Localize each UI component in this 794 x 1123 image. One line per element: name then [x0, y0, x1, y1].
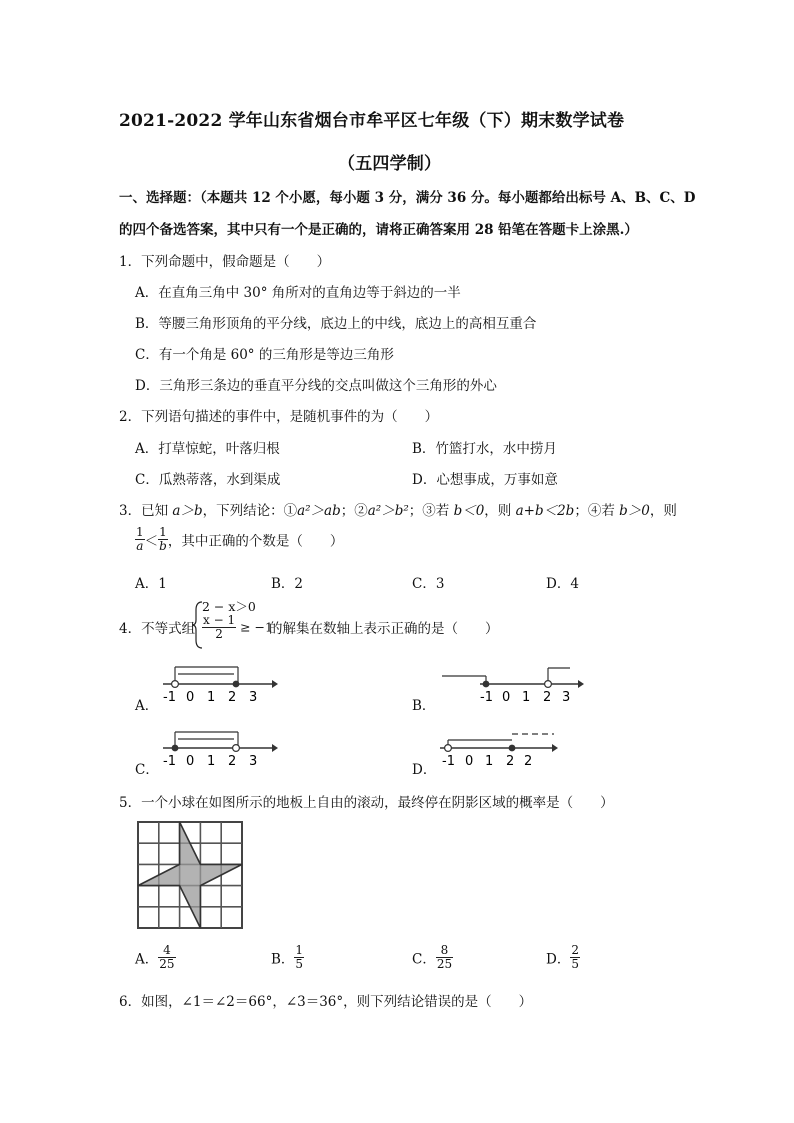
tick-label: 0 [186, 754, 195, 769]
q4-option-a-numberline [160, 662, 280, 706]
q3-stem: 3．已知 a＞b，下列结论：①a²＞ab；②a²＞b²；③若 b＜0，则 a+b＜2b；④若 b＞0，则 [119, 503, 677, 519]
q4-inequality-1: 2 − x＞0 [202, 599, 256, 614]
q4-option-d-numberline [434, 726, 564, 770]
q3-fraction-1-over-b: $\frac{1}{b}$ [159, 525, 167, 553]
q6-stem: 6．如图，∠1＝∠2＝66°，∠3＝36°，则下列结论错误的是（ ） [119, 994, 533, 1010]
q4-option-b-label: B． [412, 698, 436, 714]
q3-option-d: D．4 [546, 576, 579, 592]
q4-option-a-label: A． [135, 698, 159, 714]
exam-title: 2021-2022 学年山东省烟台市牟平区七年级（下）期末数学试卷 [119, 111, 625, 131]
tick-label: 2 [506, 754, 515, 769]
tick-label: 1 [485, 754, 494, 769]
section-header-line2: 的四个备选答案，其中只有一个是正确的，请将正确答案用 28 铅笔在答题卡上涂黑.） [119, 222, 638, 238]
q3-option-a: A．1 [135, 576, 167, 592]
q4-option-d-label: D． [412, 762, 437, 778]
q5-stem: 5．一个小球在如图所示的地板上自由的滚动，最终停在阴影区域的概率是（ ） [119, 795, 614, 811]
q4-stem-suffix: 的解集在数轴上表示正确的是（ ） [269, 621, 499, 637]
tick-label: 3 [249, 754, 258, 769]
q4-option-b-numberline [440, 662, 590, 706]
q2-stem: 2．下列语句描述的事件中，是随机事件的为（ ） [119, 409, 439, 425]
q2-option-b: B．竹篮打水，水中捞月 [412, 441, 557, 457]
tick-label: 3 [249, 690, 258, 705]
q3-fraction-1-over-a: $\frac{1}{a}$ [136, 525, 144, 553]
tick-label: -1 [442, 754, 455, 769]
tick-label: 0 [502, 690, 511, 705]
section-header-line1: 一、选择题：（本题共 12 个小愿，每小题 3 分，满分 36 分。每小题都给出标号 A、B、C、D [119, 190, 696, 206]
q1-option-a: A．在直角三角中 30° 角所对的直角边等于斜边的一半 [135, 285, 461, 301]
q4-option-c-label: C． [135, 762, 159, 778]
tick-label: -1 [163, 690, 176, 705]
tick-label: 2 [543, 690, 552, 705]
q2-option-a: A．打草惊蛇，叶落归根 [135, 441, 280, 457]
q5-floor-grid-figure [136, 820, 246, 932]
tick-label: -1 [480, 690, 493, 705]
tick-label: 2 [524, 754, 533, 769]
q5-option-d: D． $\frac{2}{5}$ [546, 943, 579, 971]
tick-label: 1 [207, 690, 216, 705]
q5-option-c: C． $\frac{8}{25}$ [412, 943, 453, 971]
tick-label: 0 [465, 754, 474, 769]
tick-label: 0 [186, 690, 195, 705]
q4-stem-prefix: 4．不等式组 [119, 621, 196, 637]
q5-option-a: A． $\frac{4}{25}$ [135, 943, 175, 971]
q1-option-d: D．三角形三条边的垂直平分线的交点叫做这个三角形的外心 [135, 378, 497, 394]
q3-stem-continued: $\frac{1}{a}$ ＜ $\frac{1}{b}$ ，其中正确的个数是（ ） [136, 525, 344, 553]
q5-option-b: B． $\frac{1}{5}$ [271, 943, 304, 971]
q3-option-b: B．2 [271, 576, 304, 592]
q2-option-d: D．心想事成，万事如意 [412, 472, 558, 488]
tick-label: 2 [228, 690, 237, 705]
q3-option-c: C．3 [412, 576, 445, 592]
q1-option-b: B．等腰三角形顶角的平分线，底边上的中线，底边上的高相互重合 [135, 316, 537, 332]
q1-option-c: C．有一个角是 60° 的三角形是等边三角形 [135, 347, 394, 363]
tick-label: 1 [522, 690, 531, 705]
tick-label: 3 [562, 690, 571, 705]
tick-label: 2 [228, 754, 237, 769]
q1-stem: 1．下列命题中，假命题是（ ） [119, 254, 331, 270]
q2-option-c: C．瓜熟蒂落，水到渠成 [135, 472, 281, 488]
tick-label: -1 [163, 754, 176, 769]
tick-label: 1 [207, 754, 216, 769]
exam-subtitle: （五四学制） [338, 154, 442, 174]
q4-inequality-2: $\frac{x - 1}{2}$ ≥ −1 [203, 613, 273, 641]
q4-option-c-numberline [160, 726, 280, 770]
